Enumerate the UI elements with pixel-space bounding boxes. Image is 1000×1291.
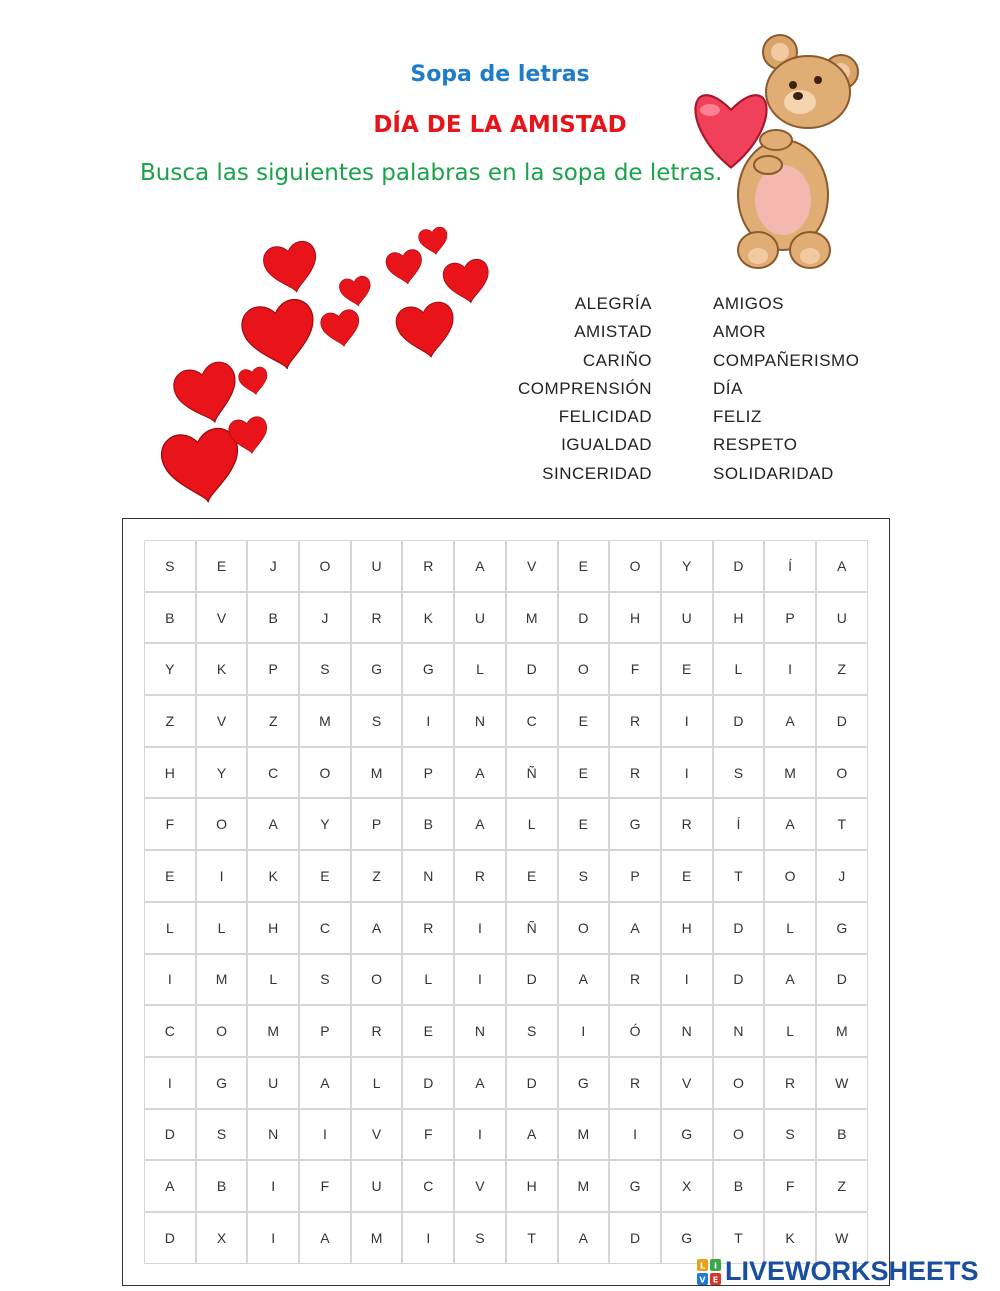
grid-cell[interactable]: I: [454, 1109, 506, 1161]
grid-cell[interactable]: U: [661, 592, 713, 644]
grid-cell[interactable]: L: [247, 954, 299, 1006]
grid-cell[interactable]: J: [816, 850, 868, 902]
grid-cell[interactable]: G: [816, 902, 868, 954]
grid-cell[interactable]: I: [247, 1212, 299, 1264]
grid-cell[interactable]: H: [713, 592, 765, 644]
page-subtitle: DÍA DE LA AMISTAD: [373, 112, 627, 138]
grid-cell[interactable]: I: [402, 695, 454, 747]
grid-cell[interactable]: M: [351, 747, 403, 799]
grid-cell[interactable]: D: [713, 902, 765, 954]
grid-cell[interactable]: D: [713, 954, 765, 1006]
grid-cell[interactable]: D: [609, 1212, 661, 1264]
grid-cell[interactable]: B: [713, 1160, 765, 1212]
grid-cell[interactable]: G: [661, 1109, 713, 1161]
grid-cell[interactable]: N: [454, 695, 506, 747]
grid-cell[interactable]: D: [506, 643, 558, 695]
grid-cell[interactable]: A: [351, 902, 403, 954]
grid-cell[interactable]: M: [506, 592, 558, 644]
grid-cell[interactable]: I: [247, 1160, 299, 1212]
grid-cell[interactable]: D: [713, 540, 765, 592]
grid-cell[interactable]: I: [454, 902, 506, 954]
word-list-left: [480, 290, 652, 488]
grid-cell[interactable]: V: [661, 1057, 713, 1109]
grid-cell[interactable]: V: [506, 540, 558, 592]
grid-cell[interactable]: E: [558, 695, 610, 747]
grid-cell[interactable]: O: [764, 850, 816, 902]
teddy-bear-icon: [668, 30, 868, 275]
grid-cell[interactable]: F: [144, 798, 196, 850]
grid-cell[interactable]: A: [609, 902, 661, 954]
grid-cell[interactable]: A: [454, 798, 506, 850]
grid-cell[interactable]: G: [609, 798, 661, 850]
grid-cell[interactable]: P: [351, 798, 403, 850]
grid-cell[interactable]: B: [196, 1160, 248, 1212]
grid-cell[interactable]: V: [454, 1160, 506, 1212]
grid-cell[interactable]: M: [247, 1005, 299, 1057]
grid-cell[interactable]: O: [713, 1057, 765, 1109]
grid-cell[interactable]: R: [402, 902, 454, 954]
grid-cell[interactable]: R: [609, 954, 661, 1006]
logo-letter: L: [699, 1261, 706, 1270]
grid-cell[interactable]: M: [299, 695, 351, 747]
grid-cell[interactable]: W: [816, 1212, 868, 1264]
grid-cell[interactable]: D: [816, 695, 868, 747]
grid-cell[interactable]: E: [661, 643, 713, 695]
grid-cell[interactable]: L: [351, 1057, 403, 1109]
grid-cell[interactable]: E: [558, 747, 610, 799]
grid-cell[interactable]: E: [144, 850, 196, 902]
grid-cell[interactable]: S: [196, 1109, 248, 1161]
grid-cell[interactable]: K: [402, 592, 454, 644]
grid-cell[interactable]: I: [661, 747, 713, 799]
grid-cell[interactable]: A: [454, 747, 506, 799]
grid-cell[interactable]: Y: [661, 540, 713, 592]
word-item: CARIÑO: [582, 350, 652, 370]
grid-cell[interactable]: D: [816, 954, 868, 1006]
grid-cell[interactable]: S: [351, 695, 403, 747]
grid-cell[interactable]: L: [764, 902, 816, 954]
grid-cell[interactable]: K: [196, 643, 248, 695]
grid-cell[interactable]: Z: [816, 1160, 868, 1212]
grid-cell[interactable]: E: [196, 540, 248, 592]
grid-cell[interactable]: L: [454, 643, 506, 695]
grid-cell[interactable]: L: [196, 902, 248, 954]
grid-cell[interactable]: R: [351, 1005, 403, 1057]
grid-cell[interactable]: I: [196, 850, 248, 902]
word-item: SINCERIDAD: [542, 463, 652, 483]
grid-cell[interactable]: G: [402, 643, 454, 695]
grid-cell[interactable]: I: [144, 954, 196, 1006]
grid-cell[interactable]: A: [764, 798, 816, 850]
grid-cell[interactable]: H: [661, 902, 713, 954]
grid-cell[interactable]: F: [609, 643, 661, 695]
grid-cell[interactable]: A: [144, 1160, 196, 1212]
word-item: FELICIDAD: [558, 407, 652, 427]
word-item: AMOR: [713, 322, 766, 342]
grid-cell[interactable]: P: [247, 643, 299, 695]
grid-cell[interactable]: F: [402, 1109, 454, 1161]
grid-cell[interactable]: R: [402, 540, 454, 592]
grid-cell[interactable]: G: [609, 1160, 661, 1212]
grid-cell[interactable]: D: [144, 1109, 196, 1161]
grid-cell[interactable]: B: [816, 1109, 868, 1161]
grid-cell[interactable]: D: [402, 1057, 454, 1109]
word-list-right: [713, 290, 913, 488]
grid-cell[interactable]: A: [764, 954, 816, 1006]
grid-cell[interactable]: D: [713, 695, 765, 747]
hearts-decoration: [150, 215, 500, 505]
instructions: Busca las siguientes palabras en la sopa de letras.: [140, 160, 723, 186]
grid-cell[interactable]: T: [506, 1212, 558, 1264]
logo-letter: E: [712, 1275, 719, 1284]
grid-cell[interactable]: I: [299, 1109, 351, 1161]
word-item: SOLIDARIDAD: [713, 463, 834, 483]
grid-cell[interactable]: O: [299, 747, 351, 799]
grid-cell[interactable]: O: [351, 954, 403, 1006]
grid-cell[interactable]: C: [299, 902, 351, 954]
grid-cell[interactable]: M: [558, 1160, 610, 1212]
grid-cell[interactable]: A: [506, 1109, 558, 1161]
grid-cell[interactable]: Z: [247, 695, 299, 747]
grid-cell[interactable]: X: [661, 1160, 713, 1212]
grid-cell[interactable]: J: [299, 592, 351, 644]
grid-cell[interactable]: A: [558, 954, 610, 1006]
grid-cell[interactable]: D: [506, 1057, 558, 1109]
grid-cell[interactable]: A: [558, 1212, 610, 1264]
word-search-grid: [144, 540, 868, 1264]
grid-cell[interactable]: C: [144, 1005, 196, 1057]
grid-cell[interactable]: W: [816, 1057, 868, 1109]
grid-cell[interactable]: S: [713, 747, 765, 799]
grid-cell[interactable]: S: [506, 1005, 558, 1057]
grid-cell[interactable]: N: [454, 1005, 506, 1057]
liveworksheets-logo-icon: [697, 1259, 721, 1285]
grid-cell[interactable]: R: [351, 592, 403, 644]
grid-cell[interactable]: B: [247, 592, 299, 644]
grid-cell[interactable]: B: [144, 592, 196, 644]
grid-cell[interactable]: O: [816, 747, 868, 799]
grid-cell[interactable]: O: [558, 902, 610, 954]
grid-cell[interactable]: K: [247, 850, 299, 902]
grid-cell[interactable]: I: [402, 1212, 454, 1264]
grid-cell[interactable]: S: [299, 643, 351, 695]
logo-letter: V: [699, 1275, 706, 1284]
grid-cell[interactable]: T: [816, 798, 868, 850]
grid-cell[interactable]: I: [764, 643, 816, 695]
grid-cell[interactable]: R: [609, 1057, 661, 1109]
grid-cell[interactable]: F: [764, 1160, 816, 1212]
grid-cell[interactable]: H: [247, 902, 299, 954]
grid-cell[interactable]: S: [144, 540, 196, 592]
grid-cell[interactable]: V: [196, 695, 248, 747]
grid-cell[interactable]: O: [196, 1005, 248, 1057]
grid-cell[interactable]: S: [454, 1212, 506, 1264]
grid-cell[interactable]: I: [661, 954, 713, 1006]
grid-cell[interactable]: N: [661, 1005, 713, 1057]
word-item: DÍA: [713, 378, 743, 398]
grid-cell[interactable]: G: [351, 643, 403, 695]
word-item: RESPETO: [713, 435, 798, 455]
grid-cell[interactable]: E: [558, 798, 610, 850]
grid-cell[interactable]: Í: [764, 540, 816, 592]
grid-cell[interactable]: B: [402, 798, 454, 850]
grid-cell[interactable]: I: [661, 695, 713, 747]
grid-cell[interactable]: D: [558, 592, 610, 644]
grid-cell[interactable]: F: [299, 1160, 351, 1212]
grid-cell[interactable]: U: [454, 592, 506, 644]
grid-cell[interactable]: A: [454, 540, 506, 592]
grid-cell[interactable]: T: [713, 850, 765, 902]
grid-cell[interactable]: Z: [144, 695, 196, 747]
grid-cell[interactable]: N: [713, 1005, 765, 1057]
grid-cell[interactable]: X: [196, 1212, 248, 1264]
grid-cell[interactable]: Ó: [609, 1005, 661, 1057]
grid-cell[interactable]: Y: [196, 747, 248, 799]
grid-cell[interactable]: P: [609, 850, 661, 902]
grid-cell[interactable]: M: [351, 1212, 403, 1264]
grid-cell[interactable]: U: [351, 1160, 403, 1212]
grid-cell[interactable]: K: [764, 1212, 816, 1264]
grid-cell[interactable]: I: [609, 1109, 661, 1161]
grid-cell[interactable]: N: [402, 850, 454, 902]
grid-cell[interactable]: Z: [351, 850, 403, 902]
grid-cell[interactable]: M: [764, 747, 816, 799]
grid-cell[interactable]: Ñ: [506, 747, 558, 799]
grid-cell[interactable]: I: [558, 1005, 610, 1057]
grid-cell[interactable]: U: [247, 1057, 299, 1109]
page-title: Sopa de letras: [410, 62, 590, 87]
grid-cell[interactable]: O: [196, 798, 248, 850]
grid-cell[interactable]: D: [506, 954, 558, 1006]
grid-cell[interactable]: L: [402, 954, 454, 1006]
grid-cell[interactable]: E: [558, 540, 610, 592]
liveworksheets-logo-text: LIVEWORKSHEETS: [725, 1256, 979, 1286]
grid-cell[interactable]: Z: [816, 643, 868, 695]
word-item: ALEGRÍA: [574, 294, 652, 313]
grid-cell[interactable]: L: [144, 902, 196, 954]
grid-cell[interactable]: P: [402, 747, 454, 799]
grid-cell[interactable]: L: [713, 643, 765, 695]
grid-cell[interactable]: E: [506, 850, 558, 902]
grid-cell[interactable]: S: [558, 850, 610, 902]
grid-cell[interactable]: E: [661, 850, 713, 902]
grid-cell[interactable]: Ñ: [506, 902, 558, 954]
grid-cell[interactable]: A: [299, 1212, 351, 1264]
grid-cell[interactable]: A: [816, 540, 868, 592]
grid-cell[interactable]: S: [299, 954, 351, 1006]
grid-cell[interactable]: M: [558, 1109, 610, 1161]
grid-cell[interactable]: N: [247, 1109, 299, 1161]
word-item: COMPRENSIÓN: [518, 378, 652, 398]
grid-cell[interactable]: V: [196, 592, 248, 644]
grid-cell[interactable]: V: [351, 1109, 403, 1161]
grid-cell[interactable]: O: [558, 643, 610, 695]
grid-cell[interactable]: R: [609, 695, 661, 747]
grid-cell[interactable]: H: [609, 592, 661, 644]
grid-cell[interactable]: G: [558, 1057, 610, 1109]
word-item: IGUALDAD: [561, 435, 652, 455]
word-item: COMPAÑERISMO: [713, 350, 860, 370]
grid-cell[interactable]: T: [713, 1212, 765, 1264]
grid-cell[interactable]: R: [661, 798, 713, 850]
grid-cell[interactable]: G: [196, 1057, 248, 1109]
liveworksheets-logo: [697, 1256, 979, 1287]
grid-cell[interactable]: M: [196, 954, 248, 1006]
grid-cell[interactable]: E: [402, 1005, 454, 1057]
grid-cell[interactable]: Í: [713, 798, 765, 850]
grid-cell[interactable]: C: [402, 1160, 454, 1212]
word-item: FELIZ: [713, 407, 762, 427]
grid-cell[interactable]: E: [299, 850, 351, 902]
grid-cell[interactable]: C: [506, 695, 558, 747]
grid-cell[interactable]: A: [764, 695, 816, 747]
grid-cell[interactable]: P: [299, 1005, 351, 1057]
grid-cell[interactable]: C: [247, 747, 299, 799]
grid-cell[interactable]: S: [764, 1109, 816, 1161]
grid-cell[interactable]: U: [816, 592, 868, 644]
grid-cell[interactable]: A: [247, 798, 299, 850]
grid-cell[interactable]: A: [454, 1057, 506, 1109]
word-item: AMIGOS: [713, 294, 785, 313]
grid-cell[interactable]: L: [764, 1005, 816, 1057]
grid-cell[interactable]: I: [454, 954, 506, 1006]
grid-cell[interactable]: J: [247, 540, 299, 592]
grid-cell[interactable]: I: [144, 1057, 196, 1109]
logo-letter: I: [714, 1261, 717, 1270]
grid-cell[interactable]: U: [351, 540, 403, 592]
grid-cell[interactable]: H: [144, 747, 196, 799]
grid-cell[interactable]: R: [609, 747, 661, 799]
grid-cell[interactable]: O: [299, 540, 351, 592]
grid-cell[interactable]: R: [454, 850, 506, 902]
grid-cell[interactable]: R: [764, 1057, 816, 1109]
grid-cell[interactable]: M: [816, 1005, 868, 1057]
grid-cell[interactable]: A: [299, 1057, 351, 1109]
grid-cell[interactable]: O: [713, 1109, 765, 1161]
word-item: AMISTAD: [574, 322, 652, 342]
grid-cell[interactable]: Y: [144, 643, 196, 695]
grid-cell[interactable]: G: [661, 1212, 713, 1264]
grid-cell[interactable]: L: [506, 798, 558, 850]
grid-cell[interactable]: Y: [299, 798, 351, 850]
grid-cell[interactable]: P: [764, 592, 816, 644]
grid-cell[interactable]: O: [609, 540, 661, 592]
grid-cell[interactable]: D: [144, 1212, 196, 1264]
grid-cell[interactable]: H: [506, 1160, 558, 1212]
